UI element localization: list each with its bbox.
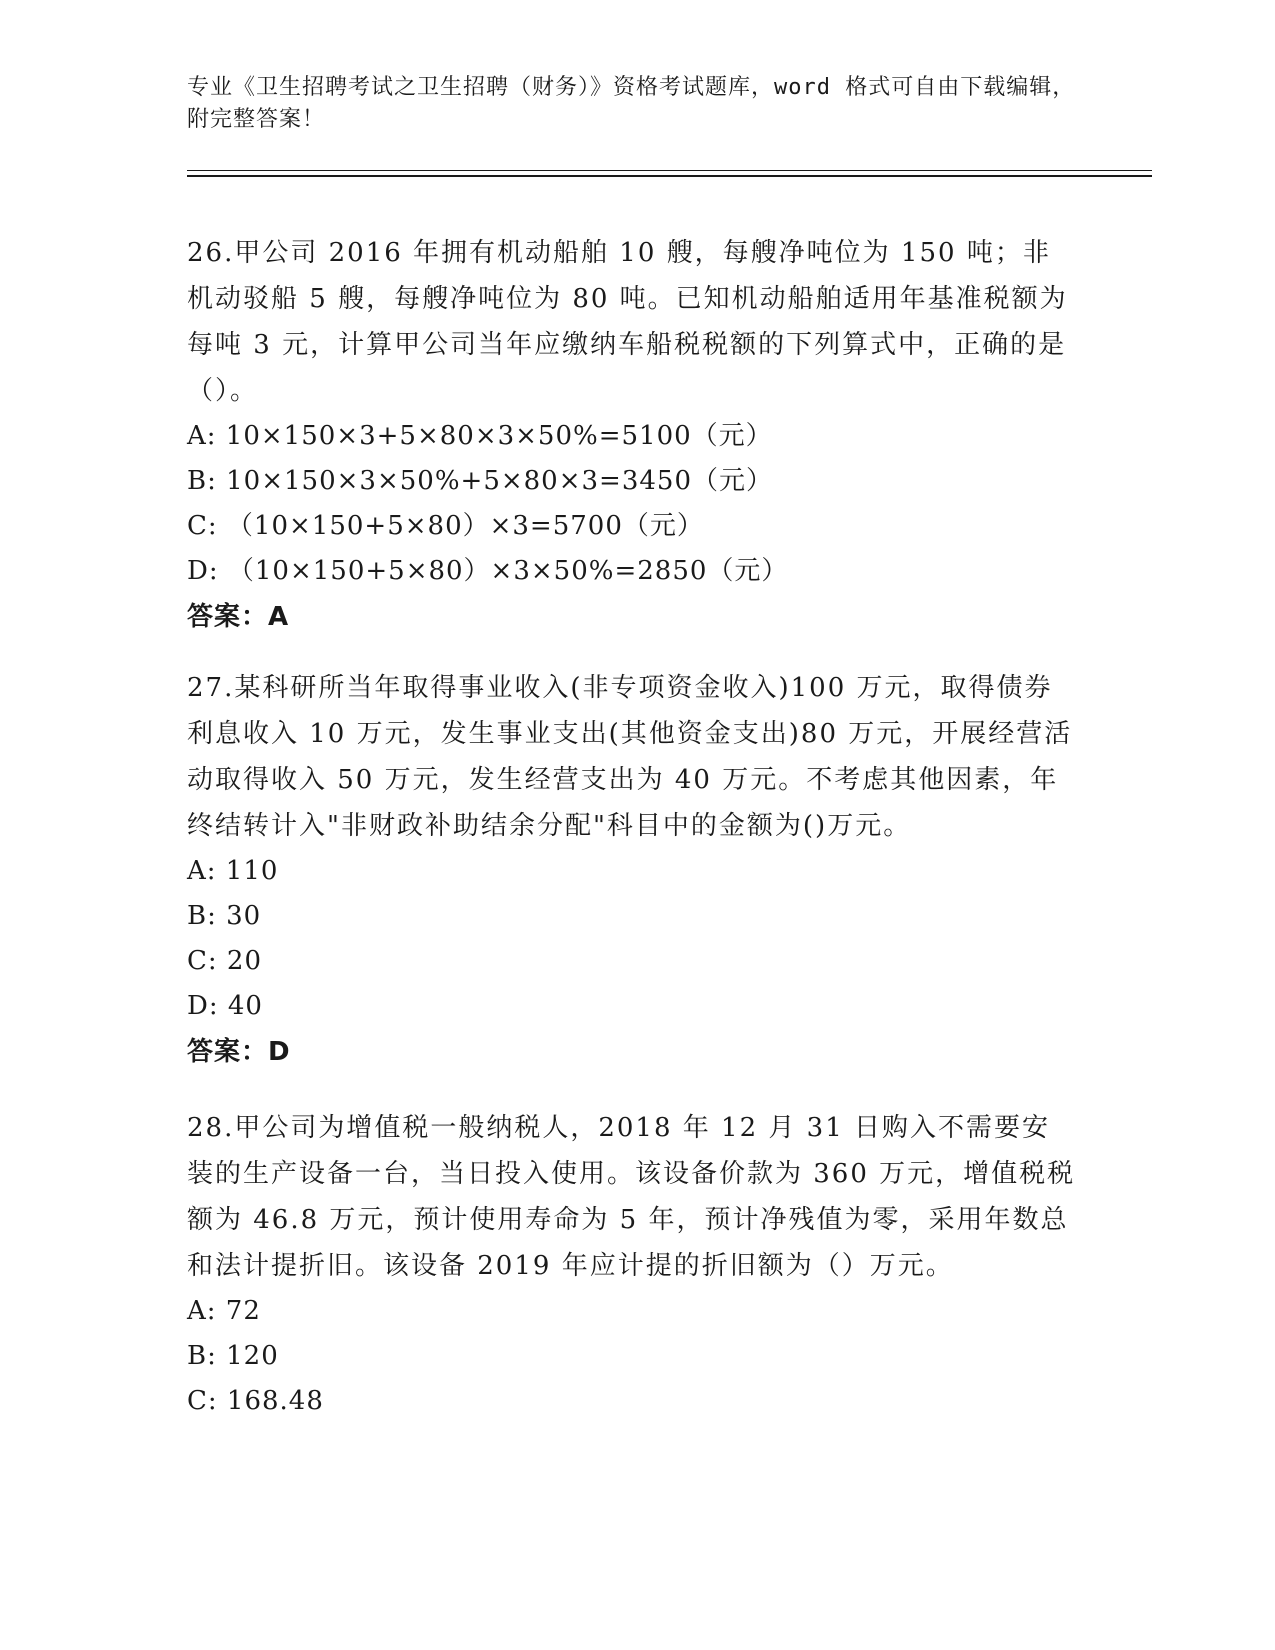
question-27 (187, 665, 1077, 1075)
question-26 (187, 230, 1077, 640)
answer: 答案：A (187, 602, 290, 632)
option-a: A: 110 (187, 856, 279, 886)
question-28 (187, 1105, 1077, 1424)
option-a: A: 10×150×3+5×80×3×50%=5100（元） (187, 421, 773, 451)
answer: 答案：D (187, 1037, 291, 1067)
question-stem: 27.某科研所当年取得事业收入(非专项资金收入)100 万元，取得债券利息收入 10 万元，发生事业支出(其他资金支出)80 万元，开展经营活动取得收入 50 万元，发生经营支出为 40 万元。不考虑其他因素，年终结转计入"非财政补助结余分配"科目中的金额为()万元。 (187, 673, 1073, 841)
header-rule-thin (187, 170, 1152, 171)
option-b: B: 30 (187, 901, 262, 931)
header-rule-thick (187, 175, 1152, 177)
option-b: B: 10×150×3×50%+5×80×3=3450（元） (187, 466, 774, 496)
document-header: 专业《卫生招聘考试之卫生招聘（财务）》资格考试题库，word 格式可自由下载编辑，附完整答案！ (187, 75, 1076, 132)
option-c: C: 168.48 (187, 1386, 324, 1416)
option-b: B: 120 (187, 1341, 279, 1371)
question-stem: 28.甲公司为增值税一般纳税人，2018 年 12 月 31 日购入不需要安装的生产设备一台，当日投入使用。该设备价款为 360 万元，增值税税额为 46.8 万元，预计使用寿命为 5 年，预计净残值为零，采用年数总和法计提折旧。该设备 2019 年应计提的折旧额为（）万元。 (187, 1113, 1076, 1281)
option-d: D: 40 (187, 991, 263, 1021)
option-d: D: （10×150+5×80）×3×50%=2850（元） (187, 556, 789, 586)
option-c: C: （10×150+5×80）×3=5700（元） (187, 511, 704, 541)
option-c: C: 20 (187, 946, 263, 976)
option-a: A: 72 (187, 1296, 261, 1326)
question-stem: 26.甲公司 2016 年拥有机动船舶 10 艘，每艘净吨位为 150 吨；非机动驳船 5 艘，每艘净吨位为 80 吨。已知机动船舶适用年基准税额为每吨 3 元，计算甲公司当年应缴纳车船税税额的下列算式中，正确的是（）。 (187, 238, 1068, 406)
